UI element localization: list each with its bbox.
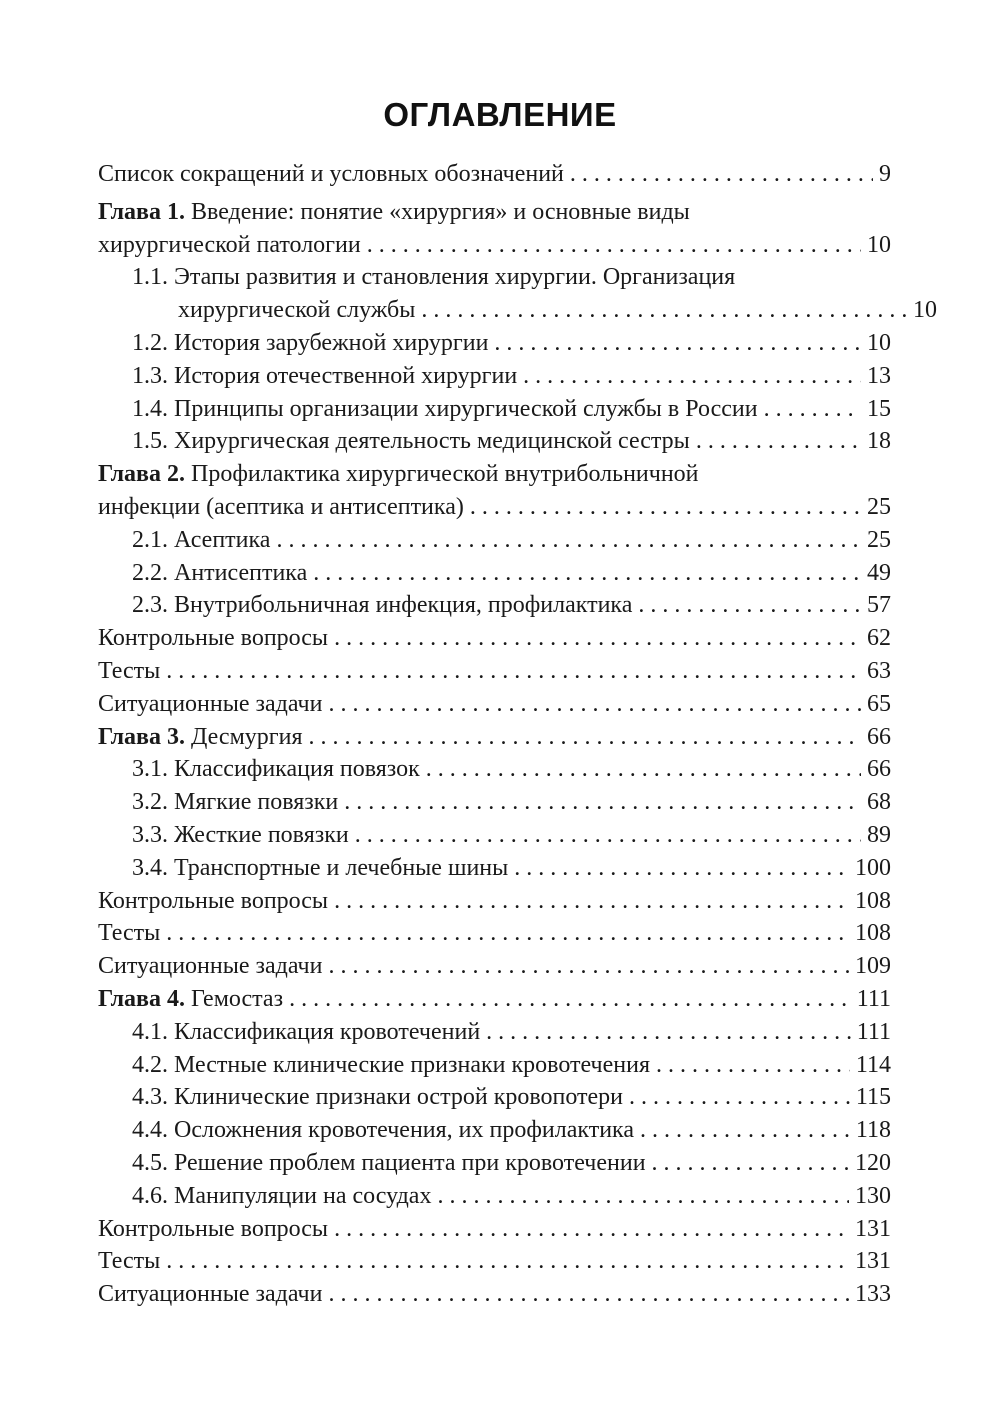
dot-leader bbox=[344, 786, 861, 819]
toc-entry-text: 1.4. Принципы организации хирургической службы в России bbox=[132, 395, 758, 422]
toc-page-number: 108 bbox=[855, 920, 891, 947]
toc-entry-text: 4.6. Манипуляции на сосудах bbox=[132, 1182, 432, 1209]
toc-page-number: 9 bbox=[879, 161, 891, 187]
toc-section-1-4[interactable] bbox=[98, 393, 891, 426]
toc-entry-text: 4.5. Решение проблем пациента при кровотечении bbox=[132, 1149, 646, 1176]
toc-page-number: 133 bbox=[855, 1281, 891, 1308]
toc-section-3-4[interactable] bbox=[98, 852, 891, 885]
table-of-contents bbox=[98, 158, 937, 1311]
toc-tests-ch4[interactable] bbox=[98, 1245, 891, 1278]
dot-leader bbox=[486, 1016, 851, 1049]
toc-tests-ch2[interactable] bbox=[98, 655, 891, 688]
toc-chapter-3[interactable] bbox=[98, 721, 891, 754]
toc-tasks-ch2[interactable] bbox=[98, 688, 891, 721]
toc-page-number: 108 bbox=[855, 887, 891, 914]
toc-page-number: 65 bbox=[867, 690, 891, 717]
toc-page-number: 115 bbox=[855, 1084, 891, 1111]
dot-leader bbox=[629, 1081, 850, 1114]
dot-leader bbox=[367, 229, 861, 262]
toc-tasks-ch3[interactable] bbox=[98, 950, 891, 983]
toc-entry-text: 2.2. Антисептика bbox=[132, 559, 308, 586]
toc-page-number: 109 bbox=[855, 953, 891, 980]
dot-leader bbox=[426, 753, 861, 786]
toc-page-number: 13 bbox=[867, 362, 891, 389]
dot-leader bbox=[166, 917, 849, 950]
dot-leader bbox=[640, 1114, 850, 1147]
toc-chapter-4[interactable] bbox=[98, 983, 891, 1016]
chapter-title: Гемостаз bbox=[185, 985, 284, 1012]
toc-entry-text: Список сокращений и условных обозначений bbox=[98, 161, 564, 187]
toc-questions-ch3[interactable] bbox=[98, 885, 891, 918]
dot-leader bbox=[289, 983, 851, 1016]
dot-leader bbox=[494, 327, 861, 360]
toc-entry-text: Контрольные вопросы bbox=[98, 1215, 329, 1242]
toc-entry-text: Ситуационные задачи bbox=[98, 953, 323, 980]
dot-leader bbox=[656, 1049, 850, 1082]
toc-page-number: 66 bbox=[867, 723, 891, 750]
chapter-label: Глава 4. bbox=[98, 985, 185, 1012]
toc-section-4-5[interactable] bbox=[98, 1147, 891, 1180]
toc-entry-text: Тесты bbox=[98, 1248, 161, 1275]
toc-entry-text: Контрольные вопросы bbox=[98, 887, 329, 914]
toc-page-number: 49 bbox=[867, 559, 891, 586]
toc-page-number: 25 bbox=[867, 493, 891, 520]
toc-section-1-1[interactable] bbox=[98, 261, 937, 327]
toc-entry-abbreviations[interactable] bbox=[98, 158, 891, 191]
toc-entry-text: Ситуационные задачи bbox=[98, 690, 323, 717]
dot-leader bbox=[334, 1213, 849, 1246]
toc-section-4-6[interactable] bbox=[98, 1180, 891, 1213]
toc-entry-text: 4.2. Местные клинические признаки кровотечения bbox=[132, 1051, 651, 1078]
toc-page-number: 131 bbox=[855, 1248, 891, 1275]
dot-leader bbox=[437, 1180, 849, 1213]
dot-leader bbox=[470, 491, 861, 524]
dot-leader bbox=[328, 950, 849, 983]
chapter-title-line2: инфекции (асептика и антисептика) bbox=[98, 493, 464, 520]
chapter-label: Глава 2. bbox=[98, 461, 185, 488]
toc-entry-text: 3.2. Мягкие повязки bbox=[132, 789, 339, 816]
dot-leader bbox=[570, 158, 873, 191]
dot-leader bbox=[696, 425, 861, 458]
toc-entry-text: Ситуационные задачи bbox=[98, 1281, 323, 1308]
dot-leader bbox=[523, 360, 861, 393]
toc-page-number: 10 bbox=[913, 297, 937, 324]
toc-page-number: 114 bbox=[855, 1051, 891, 1078]
section-number: 1.1. bbox=[132, 264, 168, 291]
dot-leader bbox=[334, 885, 849, 918]
chapter-title-line2: хирургической патологии bbox=[98, 231, 361, 258]
toc-page-number: 66 bbox=[867, 756, 891, 783]
dot-leader bbox=[276, 524, 861, 557]
toc-page-number: 120 bbox=[855, 1149, 891, 1176]
toc-section-4-3[interactable] bbox=[98, 1081, 891, 1114]
toc-section-1-3[interactable] bbox=[98, 360, 891, 393]
toc-page-number: 10 bbox=[867, 231, 891, 258]
toc-entry-text: 3.1. Классификация повязок bbox=[132, 756, 420, 783]
chapter-title-line1: Профилактика хирургической внутрибольничной bbox=[185, 461, 699, 488]
toc-tasks-ch4[interactable] bbox=[98, 1278, 891, 1311]
toc-entry-text: 2.3. Внутрибольничная инфекция, профилактика bbox=[132, 592, 633, 619]
toc-page-number: 111 bbox=[856, 985, 891, 1012]
section-title-line2: хирургической службы bbox=[178, 297, 416, 324]
toc-page-number: 10 bbox=[867, 329, 891, 356]
toc-page-number: 25 bbox=[867, 526, 891, 553]
dot-leader bbox=[313, 557, 861, 590]
toc-section-3-3[interactable] bbox=[98, 819, 891, 852]
toc-entry-text: 3.4. Транспортные и лечебные шины bbox=[132, 854, 509, 881]
toc-page-number: 131 bbox=[855, 1215, 891, 1242]
dot-leader bbox=[166, 655, 861, 688]
section-title-line1: Этапы развития и становления хирургии. Организация bbox=[168, 264, 736, 291]
toc-section-1-2[interactable] bbox=[98, 327, 891, 360]
toc-section-2-1[interactable] bbox=[98, 524, 891, 557]
toc-entry-text: 4.1. Классификация кровотечений bbox=[132, 1018, 481, 1045]
dot-leader bbox=[328, 688, 861, 721]
toc-page-number: 62 bbox=[867, 625, 891, 652]
toc-page-number: 111 bbox=[856, 1018, 891, 1045]
chapter-label: Глава 3. bbox=[98, 723, 185, 750]
toc-entry-text: 2.1. Асептика bbox=[132, 526, 271, 553]
toc-section-2-3[interactable] bbox=[98, 589, 891, 622]
toc-page-number: 63 bbox=[867, 657, 891, 684]
dot-leader bbox=[764, 393, 861, 426]
dot-leader bbox=[652, 1147, 849, 1180]
toc-page-number: 18 bbox=[867, 428, 891, 455]
dot-leader bbox=[514, 852, 849, 885]
chapter-label: Глава 1. bbox=[98, 198, 185, 225]
toc-section-4-2[interactable] bbox=[98, 1049, 891, 1082]
toc-questions-ch4[interactable] bbox=[98, 1213, 891, 1246]
toc-entry-text: 1.3. История отечественной хирургии bbox=[132, 362, 518, 389]
toc-section-1-5[interactable] bbox=[98, 425, 891, 458]
dot-leader bbox=[166, 1245, 849, 1278]
toc-section-2-2[interactable] bbox=[98, 557, 891, 590]
dot-leader bbox=[638, 589, 861, 622]
toc-page-number: 100 bbox=[855, 854, 891, 881]
chapter-title-line1: Введение: понятие «хирургия» и основные виды bbox=[185, 198, 690, 225]
toc-entry-text: Тесты bbox=[98, 657, 161, 684]
toc-entry-text: Контрольные вопросы bbox=[98, 625, 329, 652]
toc-section-3-2[interactable] bbox=[98, 786, 891, 819]
toc-chapter-2[interactable] bbox=[98, 458, 891, 524]
toc-entry-text: Тесты bbox=[98, 920, 161, 947]
toc-entry-text: 1.2. История зарубежной хирургии bbox=[132, 329, 489, 356]
dot-leader bbox=[328, 1278, 849, 1311]
dot-leader bbox=[421, 294, 907, 327]
toc-chapter-1[interactable] bbox=[98, 196, 891, 262]
dot-leader bbox=[334, 622, 861, 655]
toc-page-number: 15 bbox=[867, 395, 891, 422]
toc-section-3-1[interactable] bbox=[98, 753, 891, 786]
chapter-title: Десмургия bbox=[185, 723, 303, 750]
toc-page-number: 68 bbox=[867, 789, 891, 816]
toc-entry-text: 3.3. Жесткие повязки bbox=[132, 821, 349, 848]
page-title: ОГЛАВЛЕНИЕ bbox=[383, 96, 617, 133]
toc-page-number: 130 bbox=[855, 1182, 891, 1209]
toc-entry-text: 4.3. Клинические признаки острой кровопотери bbox=[132, 1084, 624, 1111]
toc-page-number: 89 bbox=[867, 821, 891, 848]
toc-page-number: 118 bbox=[855, 1117, 891, 1144]
toc-page-number: 57 bbox=[867, 592, 891, 619]
toc-questions-ch2[interactable] bbox=[98, 622, 891, 655]
toc-tests-ch3[interactable] bbox=[98, 917, 891, 950]
dot-leader bbox=[355, 819, 861, 852]
dot-leader bbox=[308, 721, 861, 754]
toc-section-4-4[interactable] bbox=[98, 1114, 891, 1147]
toc-section-4-1[interactable] bbox=[98, 1016, 891, 1049]
toc-entry-text: 1.5. Хирургическая деятельность медицинской сестры bbox=[132, 428, 690, 455]
toc-entry-text: 4.4. Осложнения кровотечения, их профилактика bbox=[132, 1117, 635, 1144]
